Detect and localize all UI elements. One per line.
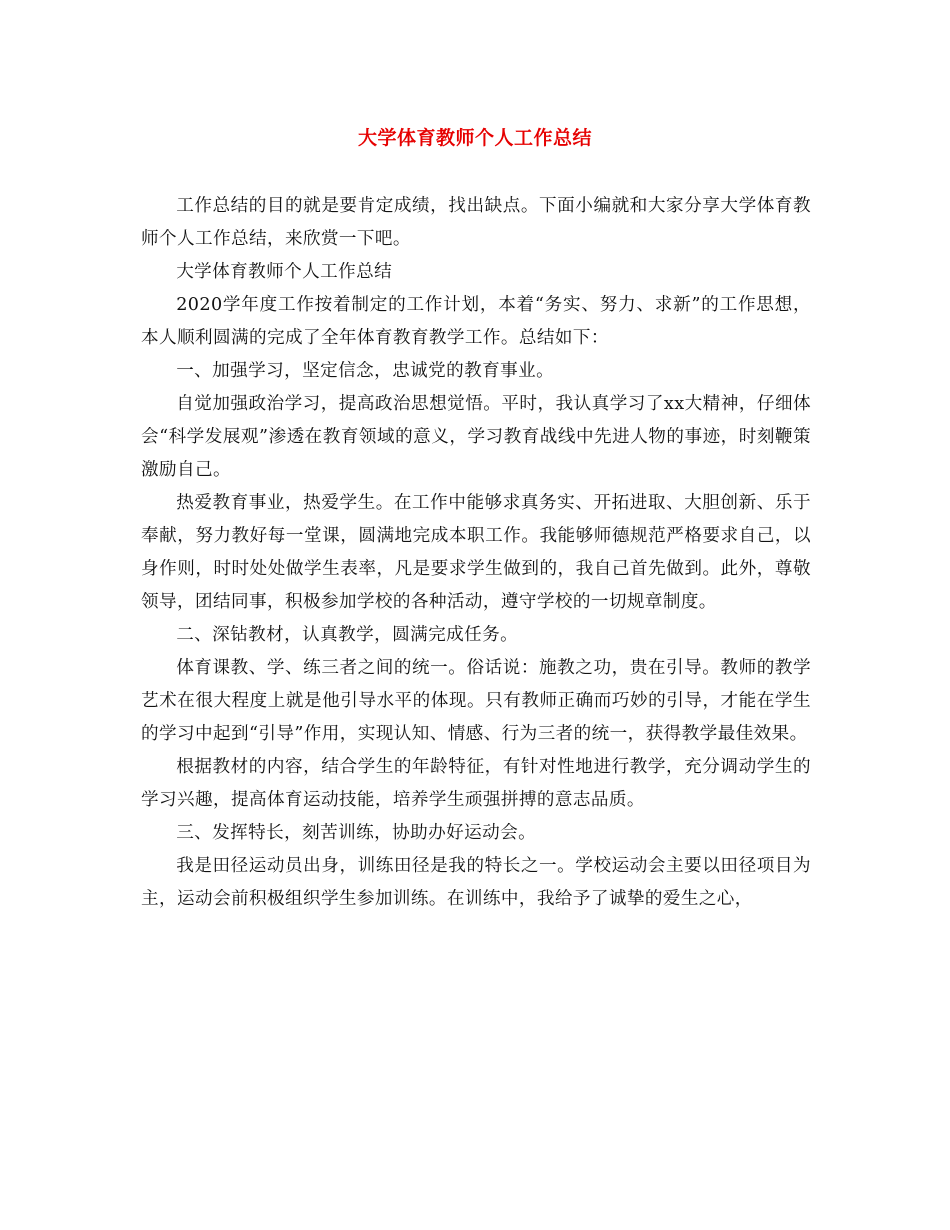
paragraph-subtitle: 大学体育教师个人工作总结 [176,262,393,282]
paragraph-teaching-unity: 体育课教、学、练三者之间的统一。俗话说：施教之功，贵在引导。教师的教学艺术在很大程度上就是他引导水平的体现。只有教师正确而巧妙的引导，才能在学生的学习中起到“引导”作用，实现认知、情感、行为三者的统一，获得教学最佳效果。 [141,658,811,744]
paragraph-teaching-content: 根据教材的内容，结合学生的年龄特征，有针对性地进行教学，充分调动学生的学习兴趣，提高体育运动技能，培养学生顽强拼搏的意志品质。 [141,757,811,810]
paragraph-political-study: 自觉加强政治学习，提高政治思想觉悟。平时，我认真学习了xx大精神，仔细体会“科学发展观”渗透在教育领域的意义，学习教育战线中先进人物的事迹，时刻鞭策激励自己。 [141,394,811,480]
paragraph-love-education: 热爱教育事业，热爱学生。在工作中能够求真务实、开拓进取、大胆创新、乐于奉献，努力教好每一堂课，圆满地完成本职工作。我能够师德规范严格要求自己，以身作则，时时处处做学生表率，凡是要求学生做到的，我自己首先做到。此外，尊敬领导，团结同事，积极参加学校的各种活动，遵守学校的一切规章制度。 [141,493,811,612]
section-heading-2: 二、深钻教材，认真教学，圆满完成任务。 [176,625,519,645]
section-heading-1: 一、加强学习，坚定信念，忠诚党的教育事业。 [176,361,555,381]
section-heading-3: 三、发挥特长，刻苦训练，协助办好运动会。 [176,823,537,843]
document-body [141,190,811,916]
document-title: 大学体育教师个人工作总结 [357,127,592,149]
paragraph-track-training: 我是田径运动员出身，训练田径是我的特长之一。学校运动会主要以田径项目为主，运动会前积极组织学生参加训练。在训练中，我给予了诚挚的爱生之心， [141,856,811,909]
paragraph-overview: 2020学年度工作按着制定的工作计划，本着“务实、努力、求新”的工作思想，本人顺利圆满的完成了全年体育教育教学工作。总结如下： [141,295,811,348]
paragraph-intro: 工作总结的目的就是要肯定成绩，找出缺点。下面小编就和大家分享大学体育教师个人工作总结，来欣赏一下吧。 [141,196,811,249]
